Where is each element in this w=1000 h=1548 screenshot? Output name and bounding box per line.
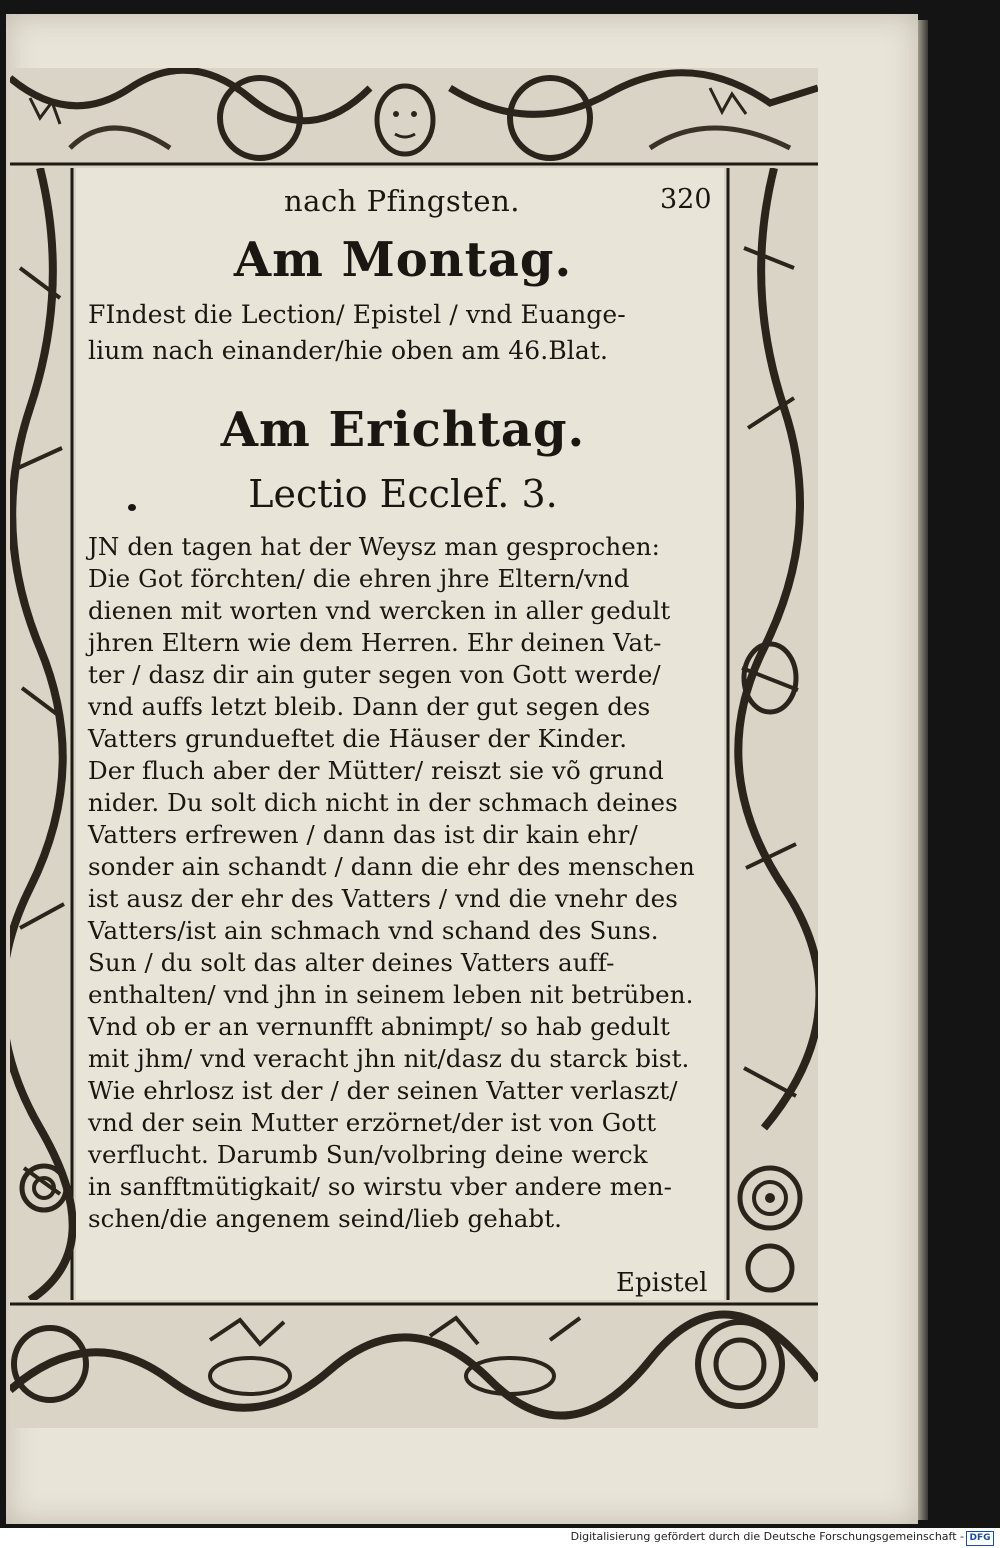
text-block — [88, 176, 718, 1300]
text-line: Vnd ob er an vernunfft abnimpt/ so hab gedult — [88, 1012, 670, 1041]
page-number: 320 — [660, 184, 712, 215]
text-line: dienen mit worten vnd wercken in aller gedult — [88, 596, 671, 625]
woodcut-border-left — [10, 168, 76, 1300]
woodcut-border-right — [724, 168, 818, 1300]
text-line: in sanfftmütigkait/ so wirstu vber andere men- — [88, 1172, 672, 1201]
text-line: schen/die angenem seind/lieb gehabt. — [88, 1204, 563, 1233]
text-line: lium nach einander/hie oben am 46.Blat. — [88, 336, 609, 365]
woodcut-border-top — [10, 68, 818, 168]
digitization-footer — [0, 1528, 1000, 1548]
ink-mark — [128, 504, 136, 511]
text-line: verflucht. Darumb Sun/volbring deine werck — [88, 1140, 648, 1169]
heading-montag: Am Montag. — [233, 232, 573, 288]
running-head: nach Pfingsten. — [284, 184, 520, 218]
lectio-subheading: Lectio Ecclef. 3. — [248, 472, 558, 516]
heading-erichtag: Am Erichtag. — [220, 402, 586, 458]
page-edge — [918, 20, 928, 1520]
dfg-logo: DFG — [966, 1531, 994, 1546]
text-line: Vatters/ist ain schmach vnd schand des Suns. — [88, 916, 659, 945]
text-line: ter / dasz dir ain guter segen von Gott werde/ — [88, 660, 661, 689]
text-line: vnd der sein Mutter erzörnet/der ist von Gott — [88, 1108, 657, 1137]
text-line: FIndest die Lection/ Epistel / vnd Euange- — [88, 300, 626, 329]
text-line: ist ausz der ehr des Vatters / vnd die vnehr des — [88, 884, 678, 913]
text-line: vnd auffs letzt bleib. Dann der gut segen des — [88, 692, 651, 721]
catchword: Epistel — [616, 1268, 708, 1298]
text-line: Vatters grundueftet die Häuser der Kinder. — [88, 724, 628, 753]
text-line: jhren Eltern wie dem Herren. Ehr deinen Vat- — [88, 628, 662, 657]
text-line: Sun / du solt das alter deines Vatters auff- — [88, 948, 615, 977]
text-line: nider. Du solt dich nicht in der schmach deines — [88, 788, 678, 817]
text-line: Der fluch aber der Mütter/ reiszt sie võ grund — [88, 756, 664, 785]
woodcut-border-bottom — [10, 1300, 818, 1428]
text-line: Vatters erfrewen / dann das ist dir kain ehr/ — [88, 820, 638, 849]
footer-credit: Digitalisierung gefördert durch die Deutsche Forschungsgemeinschaft - — [570, 1530, 964, 1543]
text-line: JN den tagen hat der Weysz man gesprochen: — [88, 532, 661, 561]
text-line: mit jhm/ vnd veracht jhn nit/dasz du starck bist. — [88, 1044, 690, 1073]
text-line: enthalten/ vnd jhn in seinem leben nit betrüben. — [88, 980, 694, 1009]
text-line: Die Got förchten/ die ehren jhre Eltern/vnd — [88, 564, 630, 593]
text-line: Wie ehrlosz ist der / der seinen Vatter verlaszt/ — [88, 1076, 678, 1105]
text-line: sonder ain schandt / dann die ehr des menschen — [88, 852, 695, 881]
